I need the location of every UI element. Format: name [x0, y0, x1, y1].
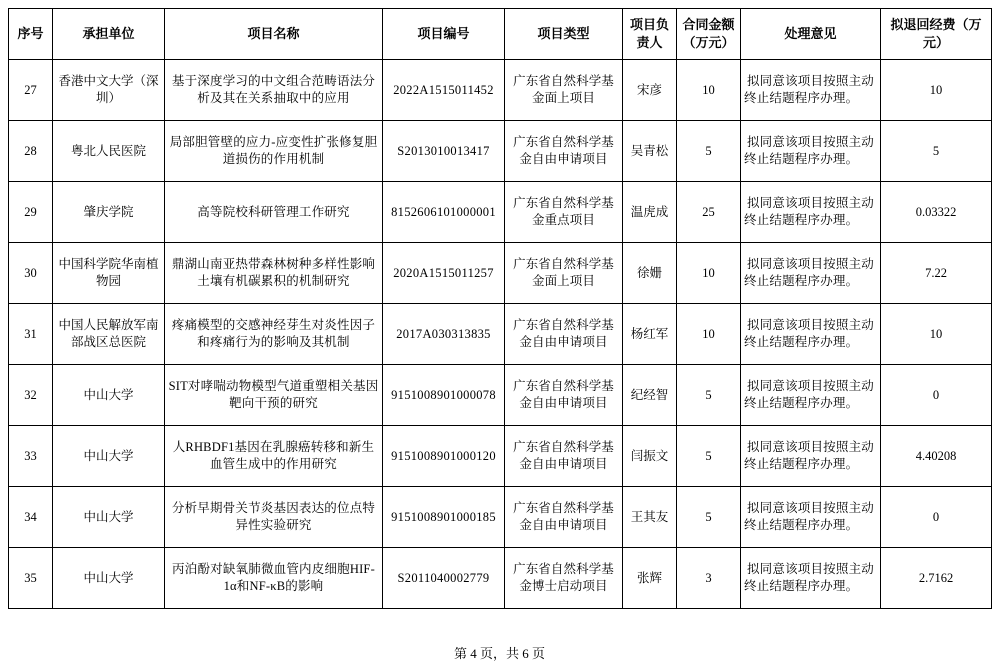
column-header-project-name: 项目名称 — [165, 9, 383, 60]
cell-contract-amount: 5 — [677, 121, 741, 182]
cell-unit: 中山大学 — [53, 548, 165, 609]
cell-index: 29 — [9, 182, 53, 243]
cell-opinion: 拟同意该项目按照主动终止结题程序办理。 — [741, 182, 881, 243]
cell-project-type: 广东省自然科学基金博士启动项目 — [505, 548, 623, 609]
column-header-leader: 项目负责人 — [623, 9, 677, 60]
cell-refund: 2.7162 — [881, 548, 992, 609]
cell-refund: 0.03322 — [881, 182, 992, 243]
table-row — [9, 304, 992, 365]
cell-leader: 王其友 — [623, 487, 677, 548]
cell-refund: 0 — [881, 365, 992, 426]
table-row — [9, 60, 992, 121]
column-header-index: 序号 — [9, 9, 53, 60]
column-header-project-number: 项目编号 — [383, 9, 505, 60]
cell-project-type: 广东省自然科学基金重点项目 — [505, 182, 623, 243]
cell-opinion: 拟同意该项目按照主动终止结题程序办理。 — [741, 548, 881, 609]
cell-leader: 杨红军 — [623, 304, 677, 365]
document-page — [8, 8, 991, 609]
cell-project-number: S2011040002779 — [383, 548, 505, 609]
cell-project-name: SIT对哮喘动物模型气道重塑相关基因靶向干预的研究 — [165, 365, 383, 426]
cell-project-name: 分析早期骨关节炎基因表达的位点特异性实验研究 — [165, 487, 383, 548]
cell-project-name: 基于深度学习的中文组合范畴语法分析及其在关系抽取中的应用 — [165, 60, 383, 121]
cell-leader: 宋彦 — [623, 60, 677, 121]
cell-project-number: 2020A1515011257 — [383, 243, 505, 304]
table-row — [9, 121, 992, 182]
cell-unit: 中国科学院华南植物园 — [53, 243, 165, 304]
cell-project-name: 丙泊酚对缺氧肺微血管内皮细胞HIF-1α和NF-κB的影响 — [165, 548, 383, 609]
cell-unit: 中山大学 — [53, 426, 165, 487]
cell-opinion: 拟同意该项目按照主动终止结题程序办理。 — [741, 243, 881, 304]
cell-index: 31 — [9, 304, 53, 365]
cell-opinion: 拟同意该项目按照主动终止结题程序办理。 — [741, 426, 881, 487]
cell-project-name: 人RHBDF1基因在乳腺癌转移和新生血管生成中的作用研究 — [165, 426, 383, 487]
cell-contract-amount: 5 — [677, 487, 741, 548]
cell-index: 32 — [9, 365, 53, 426]
cell-leader: 吴青松 — [623, 121, 677, 182]
cell-contract-amount: 5 — [677, 365, 741, 426]
cell-project-name: 局部胆管壁的应力-应变性扩张修复胆道损伤的作用机制 — [165, 121, 383, 182]
cell-refund: 4.40208 — [881, 426, 992, 487]
table-header-row — [9, 9, 992, 60]
cell-unit: 肇庆学院 — [53, 182, 165, 243]
column-header-contract-amount: 合同金额（万元） — [677, 9, 741, 60]
cell-project-number: 2017A030313835 — [383, 304, 505, 365]
cell-project-type: 广东省自然科学基金面上项目 — [505, 243, 623, 304]
cell-project-type: 广东省自然科学基金面上项目 — [505, 60, 623, 121]
cell-project-type: 广东省自然科学基金自由申请项目 — [505, 121, 623, 182]
cell-leader: 闫振文 — [623, 426, 677, 487]
column-header-unit: 承担单位 — [53, 9, 165, 60]
cell-contract-amount: 3 — [677, 548, 741, 609]
cell-project-type: 广东省自然科学基金自由申请项目 — [505, 304, 623, 365]
cell-project-type: 广东省自然科学基金自由申请项目 — [505, 365, 623, 426]
column-header-refund: 拟退回经费（万元） — [881, 9, 992, 60]
projects-table — [8, 8, 992, 609]
cell-index: 33 — [9, 426, 53, 487]
table-body — [9, 60, 992, 609]
table-row — [9, 487, 992, 548]
cell-refund: 5 — [881, 121, 992, 182]
cell-refund: 0 — [881, 487, 992, 548]
cell-leader: 徐姗 — [623, 243, 677, 304]
cell-index: 28 — [9, 121, 53, 182]
table-row — [9, 182, 992, 243]
cell-project-number: 9151008901000185 — [383, 487, 505, 548]
cell-opinion: 拟同意该项目按照主动终止结题程序办理。 — [741, 121, 881, 182]
cell-index: 30 — [9, 243, 53, 304]
cell-project-name: 疼痛模型的交感神经芽生对炎性因子和疼痛行为的影响及其机制 — [165, 304, 383, 365]
cell-unit: 中国人民解放军南部战区总医院 — [53, 304, 165, 365]
cell-project-name: 鼎湖山南亚热带森林树种多样性影响土壤有机碳累积的机制研究 — [165, 243, 383, 304]
cell-project-number: 9151008901000120 — [383, 426, 505, 487]
cell-project-number: S2013010013417 — [383, 121, 505, 182]
column-header-opinion: 处理意见 — [741, 9, 881, 60]
cell-project-number: 9151008901000078 — [383, 365, 505, 426]
cell-opinion: 拟同意该项目按照主动终止结题程序办理。 — [741, 304, 881, 365]
table-row — [9, 365, 992, 426]
cell-contract-amount: 10 — [677, 60, 741, 121]
cell-contract-amount: 10 — [677, 243, 741, 304]
cell-project-number: 2022A1515011452 — [383, 60, 505, 121]
cell-project-type: 广东省自然科学基金自由申请项目 — [505, 487, 623, 548]
cell-opinion: 拟同意该项目按照主动终止结题程序办理。 — [741, 365, 881, 426]
cell-unit: 粤北人民医院 — [53, 121, 165, 182]
cell-unit: 中山大学 — [53, 365, 165, 426]
cell-contract-amount: 10 — [677, 304, 741, 365]
cell-opinion: 拟同意该项目按照主动终止结题程序办理。 — [741, 60, 881, 121]
cell-contract-amount: 5 — [677, 426, 741, 487]
cell-project-name: 高等院校科研管理工作研究 — [165, 182, 383, 243]
cell-index: 35 — [9, 548, 53, 609]
cell-project-type: 广东省自然科学基金自由申请项目 — [505, 426, 623, 487]
table-row — [9, 426, 992, 487]
cell-refund: 10 — [881, 304, 992, 365]
column-header-project-type: 项目类型 — [505, 9, 623, 60]
table-row — [9, 243, 992, 304]
cell-unit: 中山大学 — [53, 487, 165, 548]
cell-refund: 7.22 — [881, 243, 992, 304]
cell-leader: 温虎成 — [623, 182, 677, 243]
table-header — [9, 9, 992, 60]
cell-leader: 张辉 — [623, 548, 677, 609]
cell-index: 34 — [9, 487, 53, 548]
table-row — [9, 548, 992, 609]
cell-unit: 香港中文大学（深圳） — [53, 60, 165, 121]
cell-leader: 纪经智 — [623, 365, 677, 426]
page-number-label: 第 4 页，共 6 页 — [453, 646, 545, 661]
cell-refund: 10 — [881, 60, 992, 121]
cell-opinion: 拟同意该项目按照主动终止结题程序办理。 — [741, 487, 881, 548]
page-footer — [0, 643, 999, 662]
cell-contract-amount: 25 — [677, 182, 741, 243]
cell-project-number: 8152606101000001 — [383, 182, 505, 243]
cell-index: 27 — [9, 60, 53, 121]
